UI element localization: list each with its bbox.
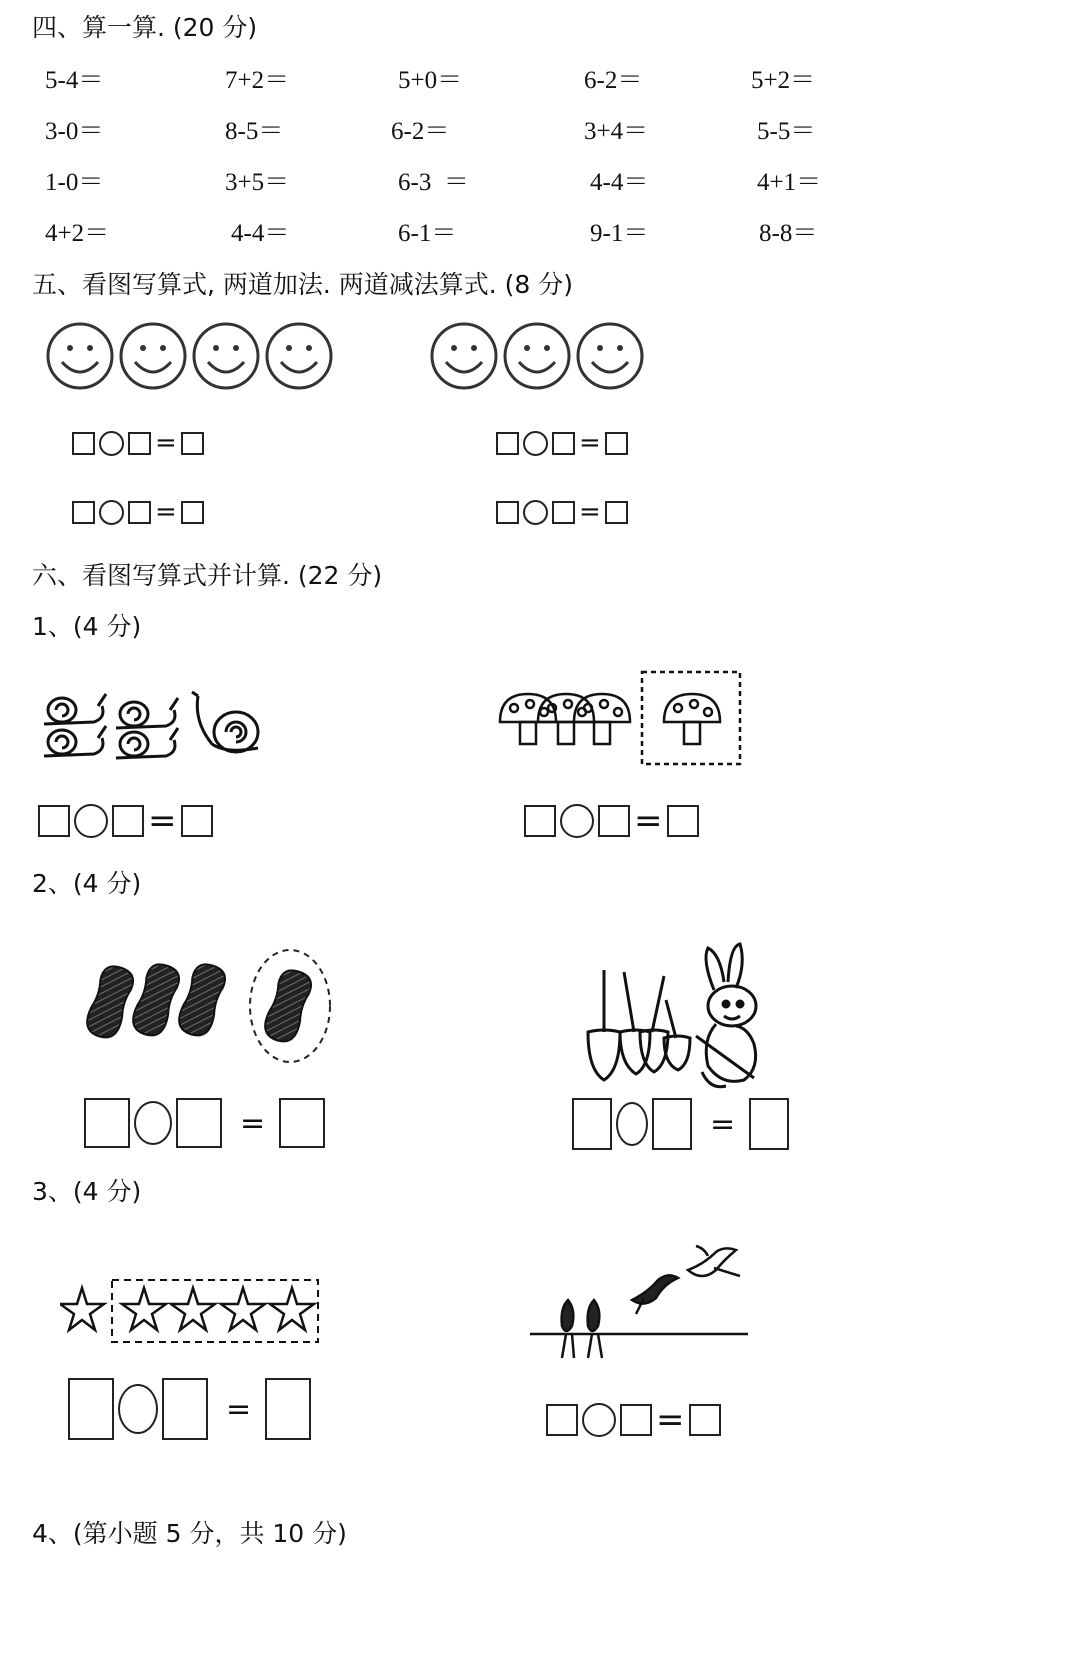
operator-circle[interactable] <box>99 500 124 525</box>
calc-problem: 5-5＝ <box>757 118 816 145</box>
dashed-highlight-box <box>642 672 740 764</box>
answer-box[interactable] <box>84 1098 130 1148</box>
answer-box[interactable] <box>72 432 95 455</box>
answer-box[interactable] <box>128 501 151 524</box>
answer-box[interactable] <box>496 432 519 455</box>
answer-box[interactable] <box>72 501 95 524</box>
question-2-label: 2、(4 分) <box>32 869 142 898</box>
snail-icon <box>44 694 106 724</box>
equation-template <box>546 1400 725 1440</box>
equation-template <box>38 801 217 841</box>
operator-circle[interactable] <box>616 1102 648 1146</box>
section-6-heading: 六、看图写算式并计算. (22 分) <box>32 561 383 590</box>
calc-problem: 1-0＝ <box>45 169 104 196</box>
answer-box[interactable] <box>552 432 575 455</box>
answer-box[interactable] <box>176 1098 222 1148</box>
equation-template <box>524 801 703 841</box>
smiley-face-icon <box>578 324 642 388</box>
snails-illustration <box>36 684 266 766</box>
peanuts-illustration <box>84 944 340 1070</box>
equation-template <box>572 1098 793 1150</box>
answer-box[interactable] <box>181 432 204 455</box>
calc-problem: 8-8＝ <box>759 220 818 247</box>
operator-circle[interactable] <box>523 431 548 456</box>
section-5-heading: 五、看图写算式, 两道加法. 两道减法算式. (8 分) <box>32 270 574 299</box>
equals-sign: = <box>634 801 663 841</box>
calc-problem: 6-1＝ <box>398 220 457 247</box>
calc-problem: 5-4＝ <box>45 67 104 94</box>
shovel-icon <box>588 970 620 1080</box>
smiley-face-icon <box>194 324 258 388</box>
bird-icon <box>562 1300 574 1358</box>
calc-problem: 3+5＝ <box>225 169 290 196</box>
snail-icon <box>44 726 106 756</box>
section-4-heading: 四、算一算. (20 分) <box>32 13 258 42</box>
calc-problem: 6-2＝ <box>584 67 643 94</box>
rabbit-icon <box>696 944 756 1087</box>
answer-box[interactable] <box>546 1404 578 1436</box>
answer-box[interactable] <box>181 805 213 837</box>
smiley-face-icon <box>48 324 112 388</box>
equals-sign: = <box>155 497 177 527</box>
birds-illustration <box>528 1242 752 1364</box>
peanut-icon <box>261 967 315 1046</box>
peanut-icon <box>129 961 183 1040</box>
answer-box[interactable] <box>652 1098 692 1150</box>
answer-box[interactable] <box>68 1378 114 1440</box>
smiley-face-icon <box>121 324 185 388</box>
operator-circle[interactable] <box>134 1101 172 1145</box>
operator-circle[interactable] <box>118 1384 158 1434</box>
calc-problem: 5+0＝ <box>398 67 463 94</box>
equals-sign: = <box>226 1391 252 1427</box>
mushroom-icon <box>500 694 556 744</box>
answer-box[interactable] <box>552 501 575 524</box>
bird-icon <box>588 1300 602 1358</box>
mushroom-icon <box>664 694 720 744</box>
calc-problem: 3-0＝ <box>45 118 104 145</box>
bird-icon <box>632 1275 678 1314</box>
smiley-face-icon <box>505 324 569 388</box>
answer-box[interactable] <box>667 805 699 837</box>
equation-template <box>72 497 208 527</box>
equation-template <box>68 1378 315 1440</box>
equation-template <box>72 428 208 458</box>
mushroom-icon <box>574 694 630 744</box>
equals-sign: = <box>240 1105 266 1141</box>
equals-sign: = <box>155 428 177 458</box>
calc-problem: 3+4＝ <box>584 118 649 145</box>
answer-box[interactable] <box>749 1098 789 1150</box>
star-icon <box>122 1288 166 1330</box>
operator-circle[interactable] <box>99 431 124 456</box>
peanut-icon <box>84 963 137 1042</box>
equation-template <box>496 428 632 458</box>
operator-circle[interactable] <box>523 500 548 525</box>
question-1-label: 1、(4 分) <box>32 612 142 641</box>
answer-box[interactable] <box>162 1378 208 1440</box>
star-icon <box>60 1288 104 1330</box>
answer-box[interactable] <box>181 501 204 524</box>
calc-problem: 9-1＝ <box>590 220 649 247</box>
star-icon <box>270 1288 314 1330</box>
snail-icon <box>116 698 178 728</box>
stars-illustration <box>60 1276 324 1348</box>
equals-sign: = <box>148 801 177 841</box>
answer-box[interactable] <box>128 432 151 455</box>
operator-circle[interactable] <box>74 804 108 838</box>
shovel-icon <box>620 972 650 1074</box>
snail-icon <box>192 692 258 752</box>
answer-box[interactable] <box>605 432 628 455</box>
shovel-icon <box>640 976 668 1072</box>
answer-box[interactable] <box>605 501 628 524</box>
answer-box[interactable] <box>572 1098 612 1150</box>
answer-box[interactable] <box>38 805 70 837</box>
equation-template <box>496 497 632 527</box>
calc-problem: 4-4＝ <box>231 220 290 247</box>
calc-problem: 4-4＝ <box>590 169 649 196</box>
answer-box[interactable] <box>524 805 556 837</box>
question-3-label: 3、(4 分) <box>32 1177 142 1206</box>
equals-sign: = <box>656 1400 685 1440</box>
answer-box[interactable] <box>598 805 630 837</box>
snail-icon <box>116 728 178 758</box>
calc-problem: 7+2＝ <box>225 67 290 94</box>
operator-circle[interactable] <box>582 1403 616 1437</box>
equation-template <box>84 1098 329 1148</box>
smiley-faces-group-three <box>424 316 654 396</box>
answer-box[interactable] <box>279 1098 325 1148</box>
mushroom-icon <box>538 694 594 744</box>
star-icon <box>171 1288 215 1330</box>
calc-problem: 4+1＝ <box>757 169 822 196</box>
smiley-faces-group-four <box>40 316 340 396</box>
shovels-rabbit-illustration <box>584 940 770 1092</box>
smiley-face-icon <box>432 324 496 388</box>
answer-box[interactable] <box>689 1404 721 1436</box>
calc-problem: 6-3 ＝ <box>398 169 469 196</box>
mushrooms-illustration <box>494 668 746 768</box>
calc-problem: 4+2＝ <box>45 220 110 247</box>
operator-circle[interactable] <box>560 804 594 838</box>
equals-sign: = <box>579 497 601 527</box>
calc-problem: 8-5＝ <box>225 118 284 145</box>
star-icon <box>221 1288 265 1330</box>
bird-icon <box>688 1246 740 1276</box>
answer-box[interactable] <box>620 1404 652 1436</box>
calc-problem: 5+2＝ <box>751 67 816 94</box>
equals-sign: = <box>710 1106 736 1142</box>
smiley-face-icon <box>267 324 331 388</box>
answer-box[interactable] <box>112 805 144 837</box>
question-4-label: 4、(第小题 5 分，共 10 分) <box>32 1519 347 1548</box>
calc-problem: 6-2＝ <box>391 118 450 145</box>
answer-box[interactable] <box>496 501 519 524</box>
answer-box[interactable] <box>265 1378 311 1440</box>
peanut-icon <box>175 961 229 1040</box>
equals-sign: = <box>579 428 601 458</box>
